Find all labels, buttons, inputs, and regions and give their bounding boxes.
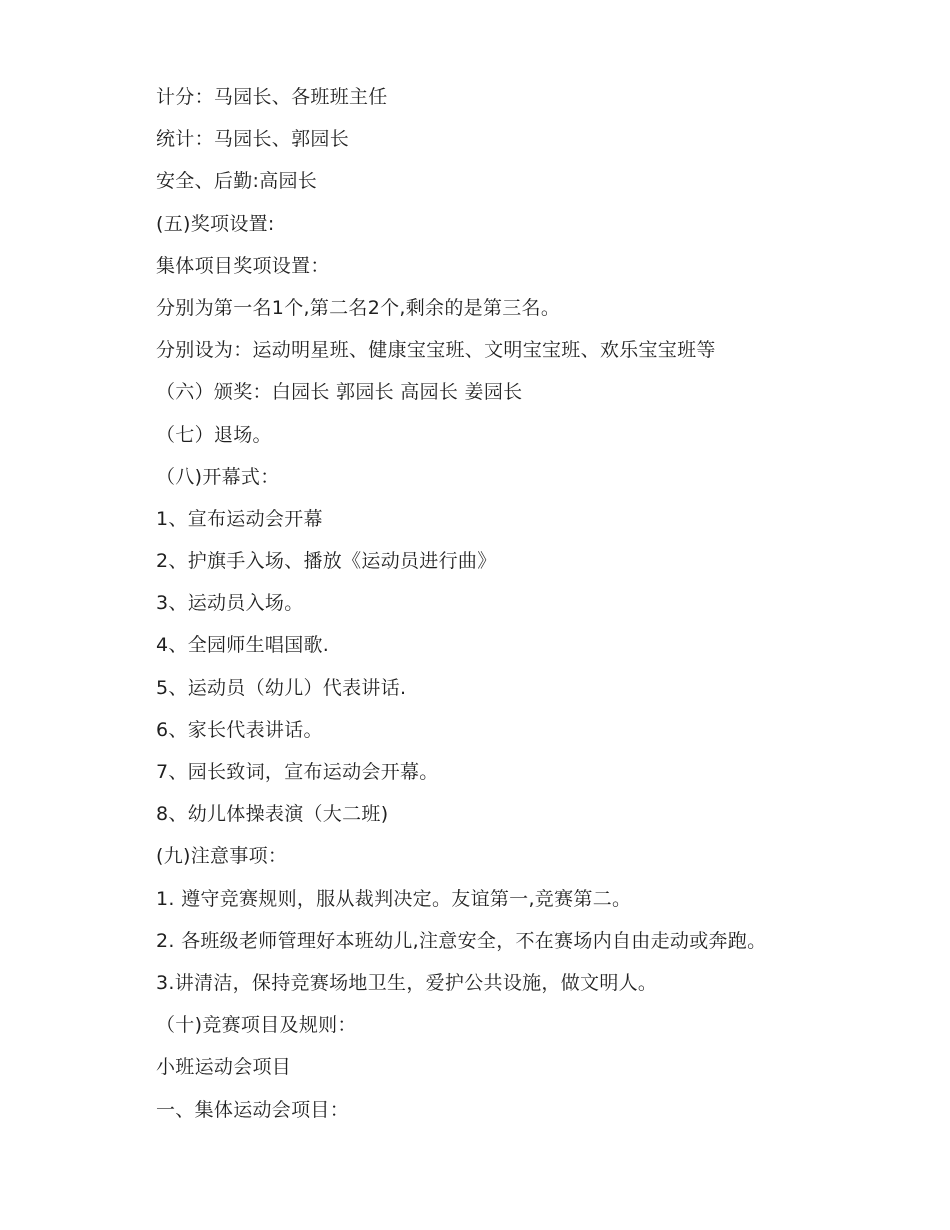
list-item: 8、幼儿体操表演（大二班) [156, 803, 389, 826]
line-award-ranks: 分别为第一名1个,第二名2个,剩余的是第三名。 [156, 296, 561, 319]
document-body [156, 81, 916, 1136]
line-scoring: 计分：马园长、各班班主任 [156, 86, 388, 108]
list-item: 3.讲清洁，保持竞赛场地卫生，爱护公共设施，做文明人。 [156, 971, 658, 994]
section-heading-exit: （七）退场。 [156, 423, 272, 446]
line-group-events: 一、集体运动会项目： [156, 1098, 350, 1121]
list-item: 2、护旗手入场、播放《运动员进行曲》 [156, 550, 497, 573]
list-item: 1. 遵守竞赛规则，服从裁判决定。友谊第一,竞赛第二。 [156, 887, 632, 910]
list-item: 1、宣布运动会开幕 [156, 507, 323, 530]
line-statistics: 统计：马园长、郭园长 [156, 128, 350, 151]
list-item: 2. 各班级老师管理好本班幼儿,注意安全，不在赛场内自由走动或奔跑。 [156, 929, 767, 952]
section-heading-notes: (九)注意事项： [156, 845, 288, 868]
section-heading-events: （十)竞赛项目及规则： [156, 1014, 357, 1037]
section-heading-awards: (五)奖项设置: [156, 212, 275, 235]
list-item: 4、全园师生唱国歌. [156, 634, 330, 657]
list-item: 6、家长代表讲话。 [156, 718, 323, 741]
section-heading-opening: （八)开幕式： [156, 465, 280, 488]
list-item: 7、园长致词，宣布运动会开幕。 [156, 761, 439, 783]
list-item: 3、运动员入场。 [156, 592, 304, 615]
section-heading-presentation: （六）颁奖：白园长 郭园长 高园长 姜园长 [156, 381, 523, 404]
line-safety-logistics: 安全、后勤:高园长 [156, 170, 318, 193]
line-small-class-events: 小班运动会项目 [156, 1056, 292, 1079]
line-group-awards: 集体项目奖项设置： [156, 254, 330, 277]
list-item: 5、运动员（幼儿）代表讲话. [156, 676, 407, 699]
line-award-titles: 分别设为：运动明星班、健康宝宝班、文明宝宝班、欢乐宝宝班等 [156, 339, 716, 362]
